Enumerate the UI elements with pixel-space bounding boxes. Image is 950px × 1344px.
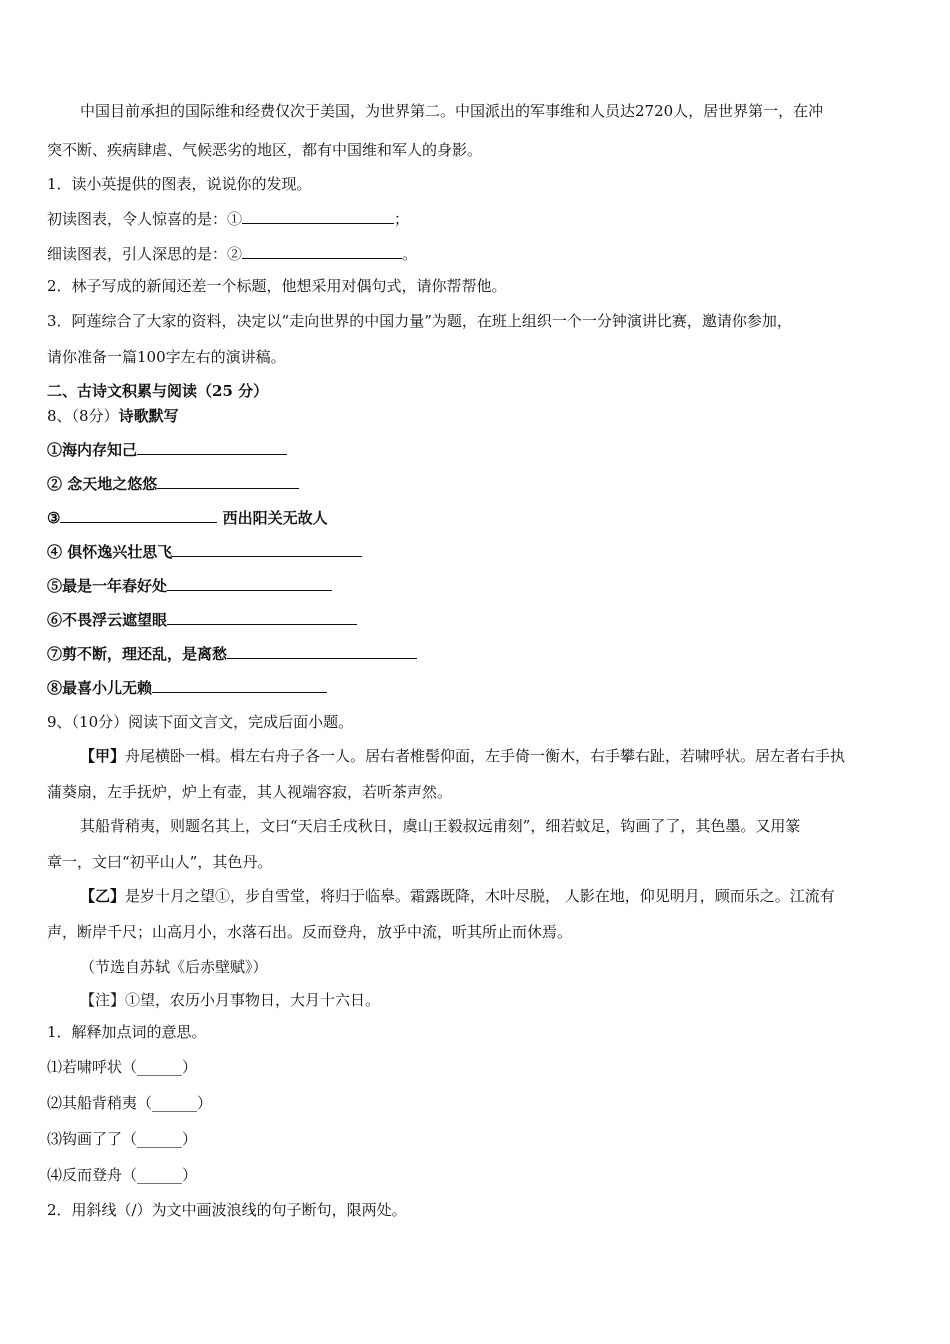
passage-yi-line-1: 【乙】是岁十月之望①，步自雪堂，将归于临皋。霜露既降，木叶尽脱， 人影在地，仰见明月，顾而乐之。江流有 xyxy=(80,887,835,905)
poem-blank-1[interactable] xyxy=(137,440,287,455)
passage-jia-line-4: 章一，文曰“初平山人”，其色丹。 xyxy=(47,853,273,871)
poem-item-5: ⑤最是一年春好处 xyxy=(47,576,332,596)
section-2-title: 二、古诗文积累与阅读（25 分） xyxy=(47,382,269,400)
word-item-4: ⑷反而登舟（______） xyxy=(47,1166,198,1184)
question-1-prompt: 1．读小英提供的图表，说说你的发现。 xyxy=(47,175,312,193)
passage-note: 【注】①望，农历小月事物日，大月十六日。 xyxy=(80,991,381,1009)
poem-blank-6[interactable] xyxy=(167,610,357,625)
question-3-line-1: 3．阿莲综合了大家的资料，决定以“走向世界的中国力量”为题，在班上组织一个一分钟演讲比赛，邀请你参加， xyxy=(47,312,792,330)
poem-item-6: ⑥不畏浮云遮望眼 xyxy=(47,610,357,630)
passage-yi-line-2: 声，断岸千尺；山高月小，水落石出。反而登舟，放乎中流，听其所止而休焉。 xyxy=(47,923,573,941)
word-item-3: ⑶钩画了了（______） xyxy=(47,1130,198,1148)
poem-blank-4[interactable] xyxy=(172,542,362,557)
intro-line-1: 中国目前承担的国际维和经费仅次于美国，为世界第二。中国派出的军事维和人员达2720人，居世界第一，在冲 xyxy=(80,102,824,120)
passage-source: （节选自苏轼《后赤壁赋》） xyxy=(80,958,268,976)
poem-item-2: ② 念天地之悠悠 xyxy=(47,474,299,494)
poem-item-7: ⑦剪不断，理还乱，是离愁 xyxy=(47,644,417,664)
question-2-prompt: 2．林子写成的新闻还差一个标题，他想采用对偶句式，请你帮帮他。 xyxy=(47,277,507,295)
passage-jia-line-1: 【甲】舟尾横卧一楫。楫左右舟子各一人。居右者椎髻仰面，左手倚一衡木，右手攀右趾，若啸呼状。居左者右手执 xyxy=(80,747,846,765)
question-9-header: 9、（10分）阅读下面文言文，完成后面小题。 xyxy=(47,713,354,731)
question-8-header: 8、（8分）诗歌默写 xyxy=(47,407,179,425)
poem-item-4: ④ 俱怀逸兴壮思飞 xyxy=(47,542,362,562)
poem-blank-8[interactable] xyxy=(152,678,327,693)
poem-blank-2[interactable] xyxy=(157,474,299,489)
question-9-sub-1: 1．解释加点词的意思。 xyxy=(47,1023,207,1041)
poem-item-3: ③ 西出阳关无故人 xyxy=(47,509,328,527)
question-9-sub-2: 2．用斜线（/）为文中画波浪线的句子断句，限两处。 xyxy=(47,1201,407,1219)
word-item-1: ⑴若啸呼状（______） xyxy=(47,1058,198,1076)
question-3-line-2: 请你准备一篇100字左右的演讲稿。 xyxy=(47,348,286,366)
poem-item-1: ①海内存知己 xyxy=(47,440,287,460)
passage-jia-line-3: 其船背稍夷，则题名其上，文曰“天启壬戌秋日，虞山王毅叔远甫刻”，细若蚊足，钩画了了，其色墨。又用篆 xyxy=(80,817,801,835)
passage-jia-line-2: 蒲葵扇，左手抚炉，炉上有壶，其人视端容寂，若听茶声然。 xyxy=(47,783,453,801)
intro-line-2: 突不断、疾病肆虐、气候恶劣的地区，都有中国维和军人的身影。 xyxy=(47,141,483,159)
answer-blank-2[interactable] xyxy=(242,244,402,259)
question-1-second-read: 细读图表，引人深思的是：② 。 xyxy=(47,245,418,263)
poem-blank-7[interactable] xyxy=(227,644,417,659)
poem-item-8: ⑧最喜小儿无赖 xyxy=(47,678,327,698)
poem-blank-5[interactable] xyxy=(167,576,332,591)
question-1-first-read: 初读图表，令人惊喜的是：① ； xyxy=(47,210,410,228)
word-item-2: ⑵其船背稍夷（______） xyxy=(47,1094,213,1112)
answer-blank-1[interactable] xyxy=(242,209,394,224)
poem-blank-3[interactable] xyxy=(60,508,217,523)
